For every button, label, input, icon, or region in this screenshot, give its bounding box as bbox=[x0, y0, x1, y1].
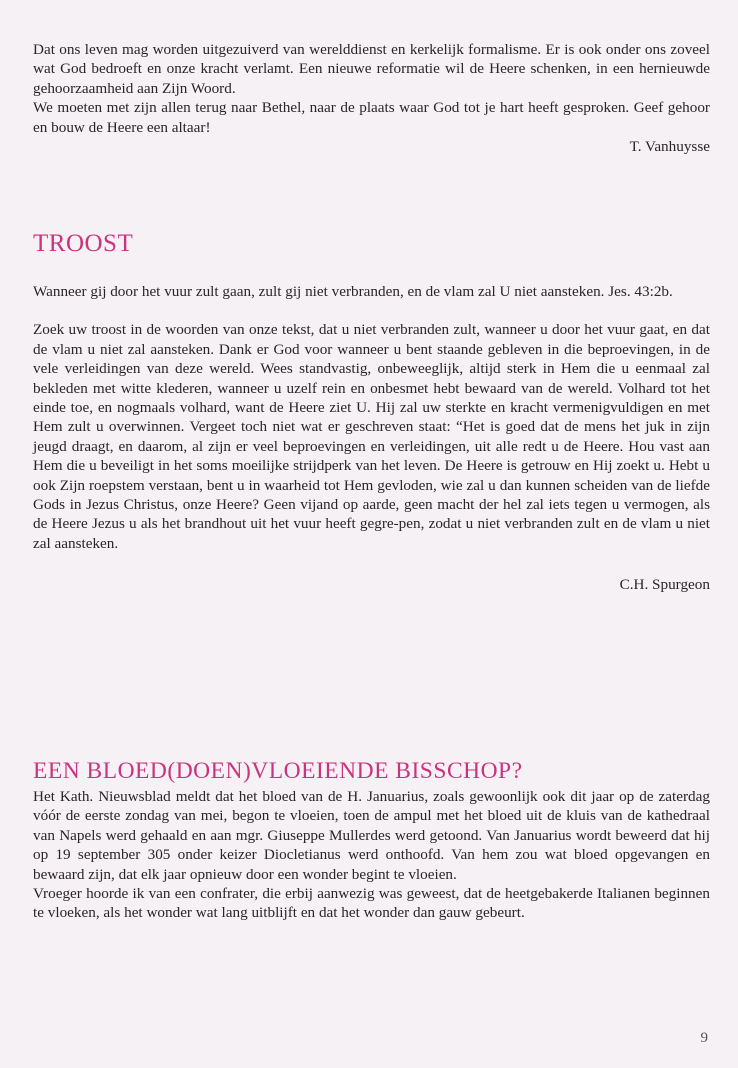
page-number: 9 bbox=[700, 1030, 708, 1046]
intro-signature: T. Vanhuysse bbox=[629, 138, 710, 156]
intro-section bbox=[33, 40, 710, 156]
intro-paragraph: We moeten met zijn allen terug naar Bethel, naar de plaats waar God tot je hart heeft gesproken. Geef gehoor en bouw de Heere een altaar! bbox=[33, 99, 710, 136]
bisschop-section bbox=[33, 758, 710, 923]
bisschop-paragraph: Vroeger hoorde ik van een confrater, die erbij aanwezig was geweest, dat de heetgebakerde Italianen beginnen te vloeken, als het wonder wat lang uitblijft en dat het wonder dan gauw gebeurt. bbox=[33, 885, 710, 922]
troost-verse: Wanneer gij door het vuur zult gaan, zult gij niet verbranden, en de vlam zal U niet aansteken. Jes. 43:2b. bbox=[33, 283, 673, 300]
bisschop-paragraph: Het Kath. Nieuwsblad meldt dat het bloed van de H. Januarius, zoals gewoonlijk ook dit jaar op de zaterdag vóór de eerste zondag van mei, begon te vloeien, toen de ampul met het bloed uit de kluis van de kathedraal van Napels werd gehaald en aan mgr. Giuseppe Mullerdes werd getoond. Van Januarius wordt beweerd dat hij op 19 september 305 onder keizer Diocletianus werd onthoofd. Van hem zou wat bloed opgevangen en bewaard zijn, dat elk jaar opnieuw door een wonder begint te vloeien. bbox=[33, 788, 710, 883]
intro-paragraph: Dat ons leven mag worden uitgezuiverd van werelddienst en kerkelijk formalisme. Er is ook onder ons zoveel wat God bedroeft en onze kracht verlamt. Een nieuwe reformatie wil de Heere schenken, in een hernieuwde gehoorzaamheid aan Zijn Woord. bbox=[33, 41, 710, 97]
troost-body: Zoek uw troost in de woorden van onze tekst, dat u niet verbranden zult, wanneer u door het vuur gaat, en dat de vlam u niet zal aansteken. Dank er God voor wanneer u bent staande gebleven in die beproevingen, in de vele verleidingen van deze wereld. Wees standvastig, onbeweeglijk, altijd sterk in Hem die u eenmaal zal bekleden met witte klederen, wanneer u uzelf rein en onbesmet hebt bewaard van de wereld. Volhard tot het einde toe, en nogmaals volhard, want de Heere ziet U. Hij zal uw sterkte en kracht vermenigvuldigen en met Hem zult u overwinnen. Vergeet toch niet wat er geschreven staat: “Het is goed dat de mens het juk in zijn jeugd draagt, en daarom, al zijn er veel beproevingen en verleidingen, uit alle redt u de Heere. Hou vast aan Hem die u beveiligt in het soms moeilijke strijdperk van het leven. De Heere is getrouw en Hij zoekt u. Hebt u ook Zijn roepstem verstaan, bent u in waarheid tot Hem gevloden, wie zal u dan kunnen scheiden van de liefde Gods in Jezus Christus, onze Heere? Geen vijand op aarde, geen macht der hel zal iets tegen u vermogen, als de Heere Jezus u als het brandhout uit het vuur heeft gegre-pen, zodat u niet verbranden zult en de vlam u niet zal aansteken. bbox=[33, 321, 710, 552]
troost-section bbox=[33, 230, 710, 595]
troost-signature: C.H. Spurgeon bbox=[619, 576, 710, 594]
bisschop-heading: EEN BLOED(DOEN)VLOEIENDE BISSCHOP? bbox=[33, 758, 523, 784]
troost-heading: TROOST bbox=[33, 230, 134, 257]
